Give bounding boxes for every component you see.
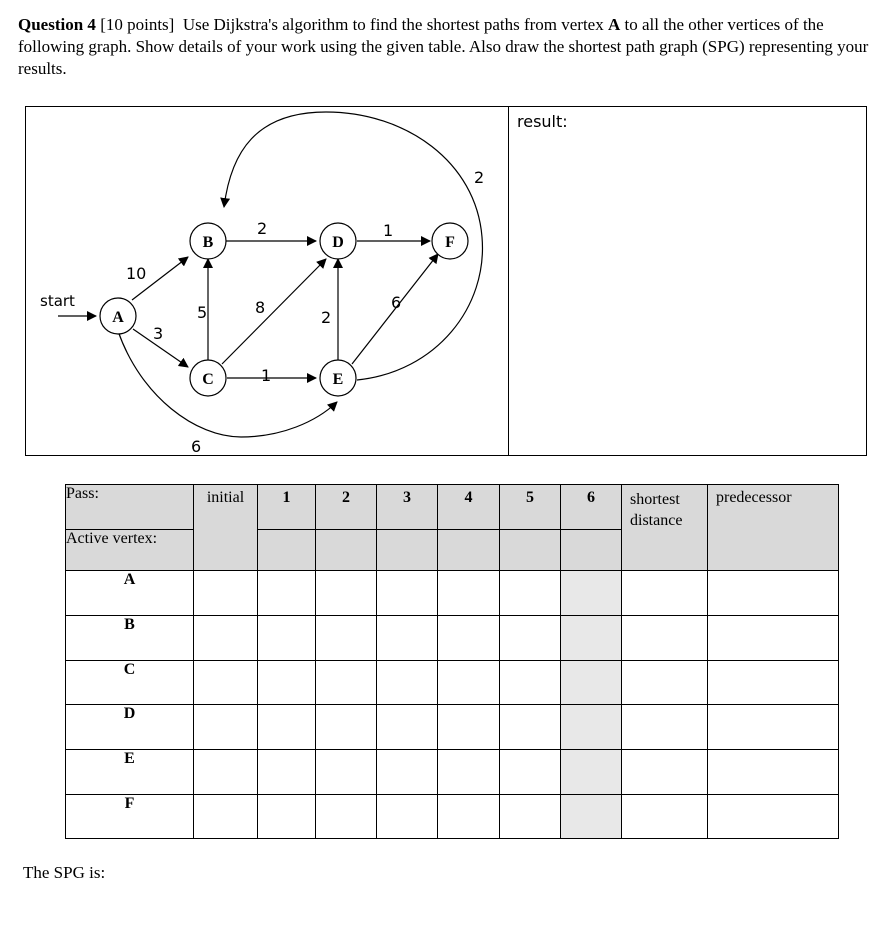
table-cell[interactable] <box>377 616 438 661</box>
spg-label: The SPG is: <box>23 863 106 882</box>
table-cell[interactable] <box>622 750 708 795</box>
result-label: result: <box>517 112 568 131</box>
table-cell[interactable] <box>258 616 316 661</box>
table-cell[interactable] <box>194 750 258 795</box>
table-cell[interactable] <box>258 661 316 705</box>
vertex-B-label: B <box>202 234 214 251</box>
initial-header <box>194 485 258 571</box>
pass-6-header: 6 <box>561 485 622 530</box>
table-cell[interactable] <box>622 705 708 750</box>
table-cell[interactable] <box>622 795 708 839</box>
table-cell[interactable] <box>194 705 258 750</box>
table-cell[interactable] <box>377 571 438 616</box>
weight-A-C: 3 <box>153 324 164 343</box>
weight-C-E: 1 <box>261 366 272 385</box>
vertex-E-label: E <box>332 371 344 388</box>
table-cell[interactable] <box>316 661 377 705</box>
weight-E-B: 2 <box>474 168 485 187</box>
weight-A-E: 6 <box>191 437 202 456</box>
active-vertex-input[interactable] <box>500 530 561 571</box>
pass-3-header: 3 <box>377 485 438 530</box>
row-label-C: C <box>66 661 194 705</box>
vertex-F <box>432 223 468 259</box>
table-cell[interactable] <box>622 661 708 705</box>
table-cell[interactable] <box>561 571 622 616</box>
active-vertex-input[interactable] <box>438 530 500 571</box>
table-cell[interactable] <box>708 571 839 616</box>
graph-diagram <box>26 107 508 457</box>
weight-D-F: 1 <box>383 221 394 240</box>
vertex-E <box>320 360 356 396</box>
weight-C-D: 8 <box>255 298 266 317</box>
table-row <box>66 661 839 705</box>
row-label-E: E <box>66 750 194 795</box>
pass-4-header: 4 <box>438 485 500 530</box>
weight-A-B: 10 <box>126 264 147 283</box>
table-cell[interactable] <box>561 616 622 661</box>
question-points: [10 points] <box>100 15 175 34</box>
table-cell[interactable] <box>561 750 622 795</box>
table-cell[interactable] <box>708 795 839 839</box>
vertex-F-label: F <box>445 234 455 251</box>
table-cell[interactable] <box>438 795 500 839</box>
table-cell[interactable] <box>708 661 839 705</box>
table-cell[interactable] <box>316 705 377 750</box>
vertex-D <box>320 223 356 259</box>
vertex-A <box>100 298 136 334</box>
table-cell[interactable] <box>438 661 500 705</box>
table-cell[interactable] <box>316 795 377 839</box>
row-label-D: D <box>66 705 194 750</box>
table-cell[interactable] <box>194 661 258 705</box>
table-row <box>66 795 839 839</box>
active-vertex-input[interactable] <box>377 530 438 571</box>
weight-E-F: 6 <box>391 293 402 312</box>
table-cell[interactable] <box>622 571 708 616</box>
vertex-D-label: D <box>332 234 344 251</box>
vertex-B <box>190 223 226 259</box>
table-cell[interactable] <box>377 705 438 750</box>
table-cell[interactable] <box>377 795 438 839</box>
table-cell[interactable] <box>500 571 561 616</box>
pass-2-header: 2 <box>316 485 377 530</box>
table-cell[interactable] <box>194 616 258 661</box>
edge-C-D <box>222 259 326 364</box>
question-vertex: A <box>607 15 621 34</box>
weight-E-D: 2 <box>321 308 332 327</box>
table-cell[interactable] <box>561 661 622 705</box>
table-row <box>66 616 839 661</box>
pass-label-cell <box>66 485 194 530</box>
table-cell[interactable] <box>500 661 561 705</box>
table-cell[interactable] <box>561 795 622 839</box>
weight-C-B: 5 <box>197 303 208 322</box>
table-cell[interactable] <box>438 616 500 661</box>
edge-A-E <box>118 331 337 437</box>
pass-label: Pass: <box>66 485 99 502</box>
dijkstra-table <box>65 484 839 839</box>
table-cell[interactable] <box>258 795 316 839</box>
table-cell[interactable] <box>500 795 561 839</box>
table-cell[interactable] <box>500 616 561 661</box>
table-cell[interactable] <box>316 571 377 616</box>
shortest-distance-header: shortest distance <box>622 485 708 571</box>
table-row <box>66 571 839 616</box>
vertex-C <box>190 360 226 396</box>
question-text <box>18 14 884 80</box>
pass-1-header: 1 <box>258 485 316 530</box>
row-label-A: A <box>66 571 194 616</box>
table-cell[interactable] <box>708 750 839 795</box>
weight-B-D: 2 <box>257 219 268 238</box>
question-number: Question 4 <box>18 15 96 34</box>
row-label-B: B <box>66 616 194 661</box>
active-vertex-input[interactable] <box>316 530 377 571</box>
table-cell[interactable] <box>561 705 622 750</box>
question-text-part2: to all the other vertices of the following graph. Show details of your work using the given table. Also draw the shortest path graph (SPG) representing your results. <box>18 15 869 78</box>
figure-divider <box>508 107 509 455</box>
table-cell[interactable] <box>194 571 258 616</box>
table-row <box>66 705 839 750</box>
active-vertex-input[interactable] <box>258 530 316 571</box>
table-cell[interactable] <box>258 705 316 750</box>
start-label: start <box>40 292 75 310</box>
row-label-F: F <box>66 795 194 839</box>
table-cell[interactable] <box>377 661 438 705</box>
table-cell[interactable] <box>500 750 561 795</box>
vertex-A-label: A <box>112 309 124 326</box>
table-cell[interactable] <box>500 705 561 750</box>
table-cell[interactable] <box>438 571 500 616</box>
table-cell[interactable] <box>708 705 839 750</box>
table-cell[interactable] <box>438 750 500 795</box>
active-vertex-label-cell <box>66 530 194 571</box>
predecessor-header: predecessor <box>708 485 839 571</box>
active-vertex-input[interactable] <box>561 530 622 571</box>
table-cell[interactable] <box>708 616 839 661</box>
graph-figure <box>25 106 867 456</box>
table-cell[interactable] <box>377 750 438 795</box>
initial-label: initial <box>206 489 245 506</box>
pass-5-header: 5 <box>500 485 561 530</box>
table-cell[interactable] <box>194 795 258 839</box>
table-cell[interactable] <box>316 750 377 795</box>
table-cell[interactable] <box>258 571 316 616</box>
vertex-C-label: C <box>202 371 214 388</box>
table-cell[interactable] <box>622 616 708 661</box>
question-text-part1: Use Dijkstra's algorithm to find the shortest paths from vertex <box>182 15 608 34</box>
active-vertex-label: Active vertex: <box>66 530 158 547</box>
table-cell[interactable] <box>316 616 377 661</box>
table-cell[interactable] <box>438 705 500 750</box>
table-row <box>66 750 839 795</box>
table-cell[interactable] <box>258 750 316 795</box>
